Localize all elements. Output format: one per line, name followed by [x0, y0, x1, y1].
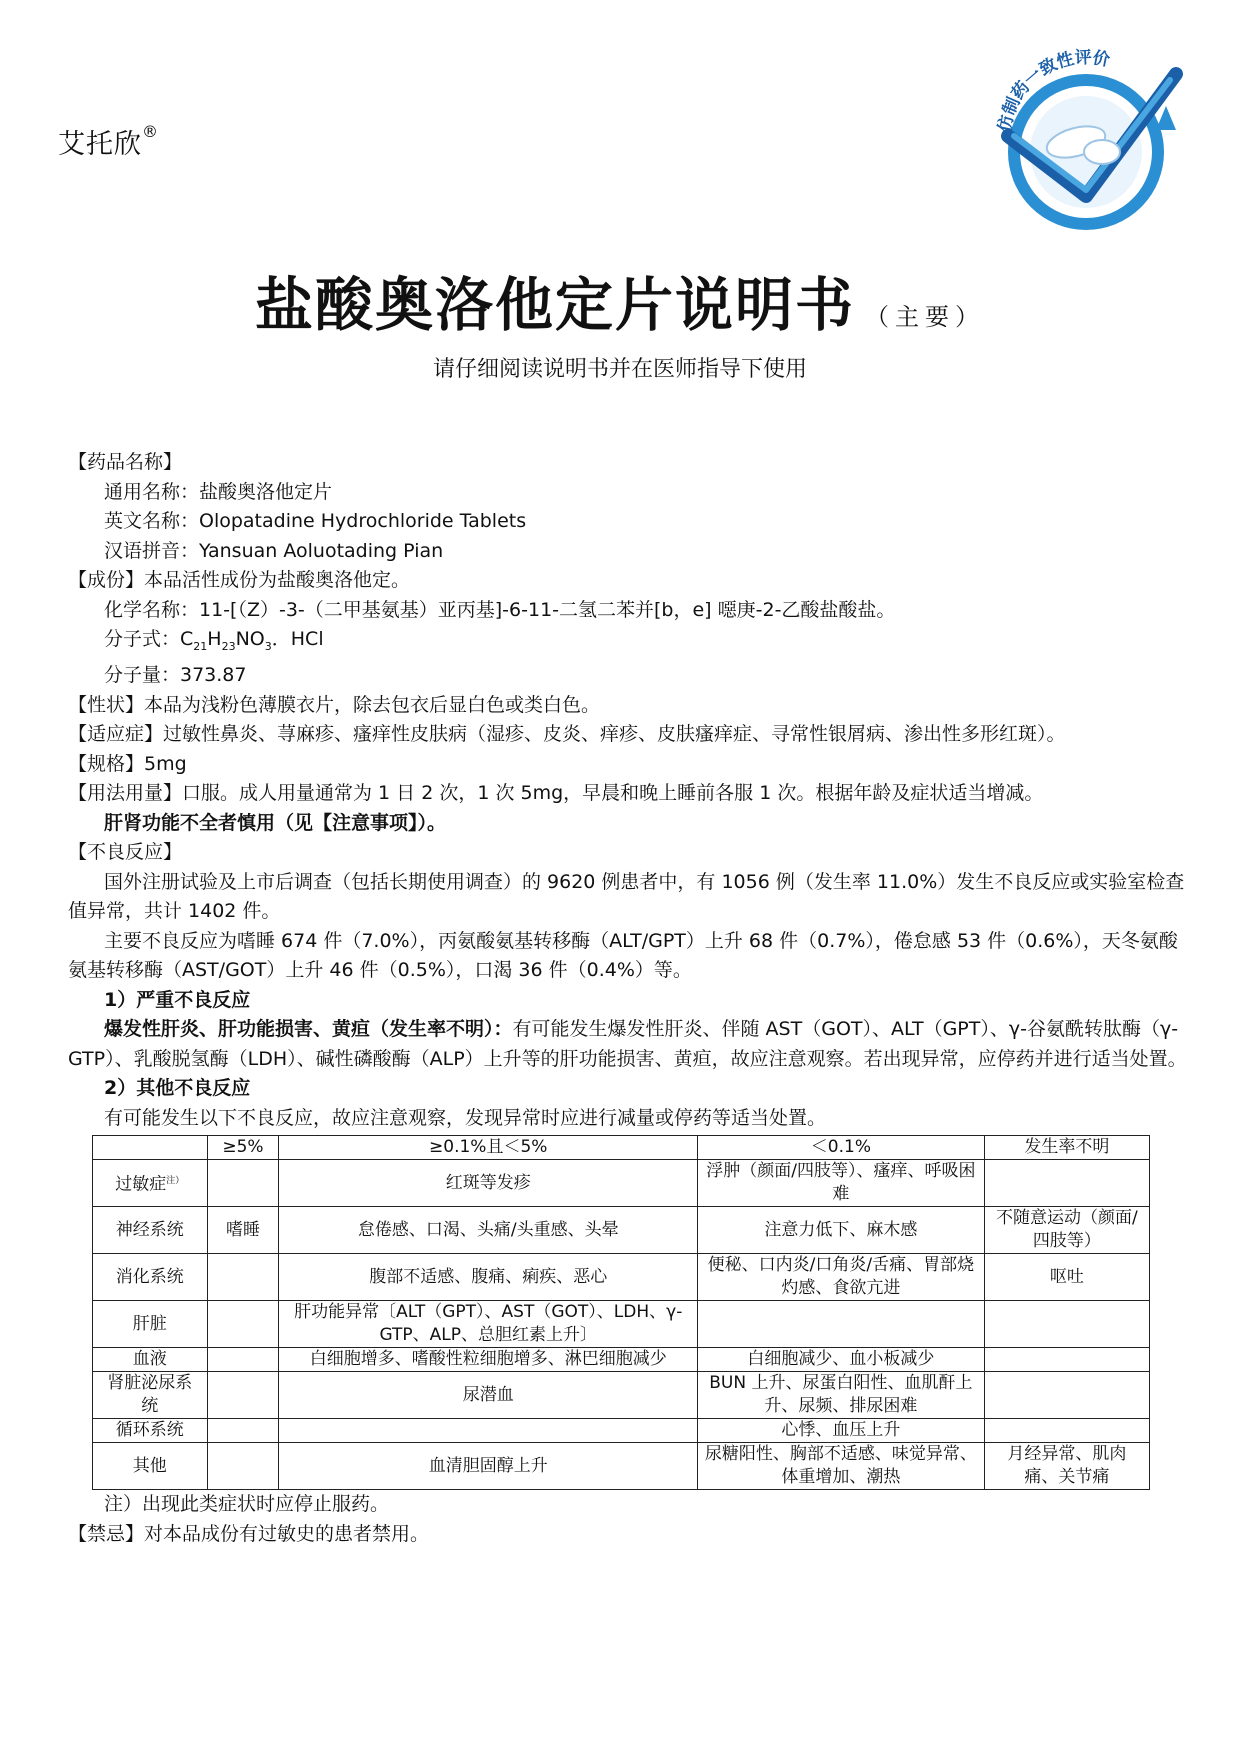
- table-row: [93, 1160, 1150, 1207]
- contraindication-text: 对本品成份有过敏史的患者禁用。: [144, 1522, 430, 1545]
- formula-c: C: [180, 628, 194, 650]
- table-cell: 怠倦感、口渴、头痛/头重感、头晕: [279, 1207, 698, 1254]
- organ-cell: 肾脏泌尿系统: [93, 1372, 208, 1419]
- table-header-cell: ≥0.1%且＜5%: [279, 1136, 698, 1160]
- organ-cell: 消化系统: [93, 1254, 208, 1301]
- title-suffix: （主要）: [865, 303, 985, 331]
- indication-text: 过敏性鼻炎、荨麻疹、瘙痒性皮肤病（湿疹、皮炎、痒疹、皮肤瘙痒症、寻常性银屑病、渗出性多形红斑）。: [163, 723, 1066, 746]
- table-cell: [697, 1301, 984, 1348]
- serious-adverse-paragraph: [68, 1015, 1194, 1074]
- serious-adverse-text: 有可能发生爆发性肝炎、伴随 AST（GOT）、ALT（GPT）、γ-谷氨酰转肽酶（γ-GTP）、乳酸脱氢酶（LDH）、碱性磷酸酶（ALP）上升等的肝功能损害、黄疸，故应注意观察。若出现异常，应停药并进行适当处置。: [68, 1018, 1187, 1070]
- adverse-paragraph-2: 主要不良反应为嗜睡 674 件（7.0%），丙氨酸氨基转移酶（ALT/GPT）上升 68 件（0.7%），倦怠感 53 件（0.6%），天冬氨酸氨基转移酶（AST/GOT）上升 46 件（0.5%），口渴 36 件（0.4%）等。: [68, 929, 1178, 982]
- molecular-weight: 分子量：373.87: [104, 664, 247, 687]
- document-title: [0, 258, 1240, 342]
- title-main: 盐酸奥洛他定片说明书: [254, 271, 855, 339]
- table-cell: [207, 1160, 279, 1207]
- adverse-paragraph-1: 国外注册试验及上市后调查（包括长期使用调查）的 9620 例患者中，有 1056 例（发生率 11.0%）发生不良反应或实验室检查值异常，共计 1402 件。: [68, 870, 1185, 923]
- organ-cell: 神经系统: [93, 1207, 208, 1254]
- indication-line: [68, 720, 1194, 750]
- adverse-heading: 【不良反应】: [68, 841, 183, 864]
- document-body: [68, 448, 1194, 1549]
- table-cell: 白细胞增多、嗜酸性粒细胞增多、淋巴细胞减少: [279, 1348, 698, 1372]
- composition-line: [68, 566, 1194, 596]
- table-cell: [207, 1419, 279, 1443]
- adverse-reaction-table: [92, 1135, 1150, 1490]
- composition-heading: 【成份】: [68, 569, 145, 591]
- table-row: [93, 1254, 1150, 1301]
- table-cell: BUN 上升、尿蛋白阳性、血肌酐上升、尿频、排尿困难: [697, 1372, 984, 1419]
- table-cell: [984, 1160, 1149, 1207]
- table-cell: 尿潜血: [279, 1372, 698, 1419]
- serious-adverse-heading: 1）严重不良反应: [104, 988, 251, 1011]
- table-header-cell: ＜0.1%: [697, 1136, 984, 1160]
- organ-cell: [93, 1160, 208, 1207]
- dosage-line: [68, 779, 1194, 809]
- table-cell: [207, 1348, 279, 1372]
- composition-text: 本品活性成份为盐酸奥洛他定。: [144, 569, 411, 591]
- contraindication-heading: 【禁忌】: [68, 1522, 145, 1545]
- table-row: [93, 1301, 1150, 1348]
- table-cell: [207, 1254, 279, 1301]
- english-name: 英文名称：Olopatadine Hydrochloride Tablets: [104, 510, 527, 532]
- table-row: [93, 1419, 1150, 1443]
- generic-name: 通用名称：盐酸奥洛他定片: [104, 480, 333, 503]
- organ-label: 过敏症: [115, 1174, 167, 1195]
- table-row: [93, 1348, 1150, 1372]
- table-row: [93, 1207, 1150, 1254]
- formula-c-count: 21: [193, 639, 208, 653]
- seal-text: 仿制药一致性评价: [995, 47, 1112, 134]
- organ-cell: 循环系统: [93, 1419, 208, 1443]
- table-header-cell: ≥5%: [207, 1136, 279, 1160]
- table-cell: 注意力低下、麻木感: [697, 1207, 984, 1254]
- formula-o-count: 3: [264, 639, 272, 653]
- table-row: [93, 1372, 1150, 1419]
- dosage-heading: 【用法用量】: [68, 782, 183, 805]
- table-cell: 血清胆固醇上升: [279, 1443, 698, 1490]
- table-cell: 腹部不适感、腹痛、痢疾、恶心: [279, 1254, 698, 1301]
- table-cell: [984, 1372, 1149, 1419]
- table-cell: [984, 1348, 1149, 1372]
- formula-h-count: 23: [221, 639, 236, 653]
- character-text: 本品为浅粉色薄膜衣片，除去包衣后显白色或类白色。: [144, 693, 601, 716]
- table-cell: 心悸、血压上升: [697, 1419, 984, 1443]
- spec-heading: 【规格】: [68, 752, 145, 775]
- table-cell: 月经异常、肌肉痛、关节痛: [984, 1443, 1149, 1490]
- table-cell: 嗜睡: [207, 1207, 279, 1254]
- contraindication-line: [68, 1520, 1194, 1550]
- organ-cell: 其他: [93, 1443, 208, 1490]
- serious-adverse-lead: 爆发性肝炎、肝功能损害、黄疸（发生率不明）：: [104, 1018, 513, 1041]
- indication-heading: 【适应症】: [68, 723, 164, 746]
- organ-cell: 血液: [93, 1348, 208, 1372]
- table-header-cell: [93, 1136, 208, 1160]
- dosage-caution: 肝肾功能不全者慎用（见【注意事项】）。: [104, 811, 447, 834]
- other-adverse-text: 有可能发生以下不良反应，故应注意观察，发现异常时应进行减量或停药等适当处置。: [104, 1106, 827, 1129]
- chemical-name: 化学名称：11-[（Z）-3-（二甲基氨基）亚丙基]-6-11-二氢二苯并[b，e] 噁庚-2-乙酸盐酸盐。: [104, 598, 896, 621]
- note-mark: 注）: [166, 1175, 185, 1186]
- table-cell: 白细胞减少、血小板减少: [697, 1348, 984, 1372]
- table-cell: [207, 1443, 279, 1490]
- formula-label: 分子式：: [104, 628, 181, 650]
- table-cell: [207, 1372, 279, 1419]
- table-cell: 红斑等发疹: [279, 1160, 698, 1207]
- molecular-formula: [68, 625, 1194, 661]
- character-line: [68, 691, 1194, 721]
- character-heading: 【性状】: [68, 693, 145, 716]
- table-cell: 便秘、口内炎/口角炎/舌痛、胃部烧灼感、食欲亢进: [697, 1254, 984, 1301]
- spec-line: [68, 750, 1194, 780]
- organ-cell: 肝脏: [93, 1301, 208, 1348]
- table-cell: 尿糖阳性、胸部不适感、味觉异常、体重增加、潮热: [697, 1443, 984, 1490]
- pinyin-name: 汉语拼音：Yansuan Aoluotading Pian: [104, 539, 444, 562]
- table-cell: 不随意运动（颜面/四肢等）: [984, 1207, 1149, 1254]
- table-cell: [984, 1419, 1149, 1443]
- dosage-text: 口服。成人用量通常为 1 日 2 次，1 次 5mg，早晨和晚上睡前各服 1 次。根据年龄及症状适当增减。: [182, 782, 1044, 805]
- brand-text: 艾托欣: [58, 129, 142, 160]
- formula-hcl: ．HCl: [271, 628, 324, 650]
- table-cell: 肝功能异常〔ALT（GPT）、AST（GOT）、LDH、γ-GTP、ALP、总胆红素上升〕: [279, 1301, 698, 1348]
- subtitle: 请仔细阅读说明书并在医师指导下使用: [432, 357, 807, 382]
- table-row: [93, 1443, 1150, 1490]
- table-cell: 呕吐: [984, 1254, 1149, 1301]
- table-header-cell: 发生率不明: [984, 1136, 1149, 1160]
- table-cell: [279, 1419, 698, 1443]
- formula-no: NO: [235, 628, 265, 650]
- table-cell: [207, 1301, 279, 1348]
- spec-text: 5mg: [144, 752, 187, 775]
- consistency-evaluation-seal-icon: [980, 44, 1192, 234]
- table-cell: 浮肿（颜面/四肢等）、瘙痒、呼吸困难: [697, 1160, 984, 1207]
- other-adverse-heading: 2）其他不良反应: [104, 1077, 251, 1100]
- table-note: 注）出现此类症状时应停止服药。: [104, 1493, 390, 1516]
- brand-name: [58, 122, 159, 161]
- drug-name-heading: 【药品名称】: [68, 451, 183, 473]
- table-cell: [984, 1301, 1149, 1348]
- formula-h: H: [207, 628, 222, 650]
- registered-mark: ®: [142, 122, 159, 141]
- table-header-row: [93, 1136, 1150, 1160]
